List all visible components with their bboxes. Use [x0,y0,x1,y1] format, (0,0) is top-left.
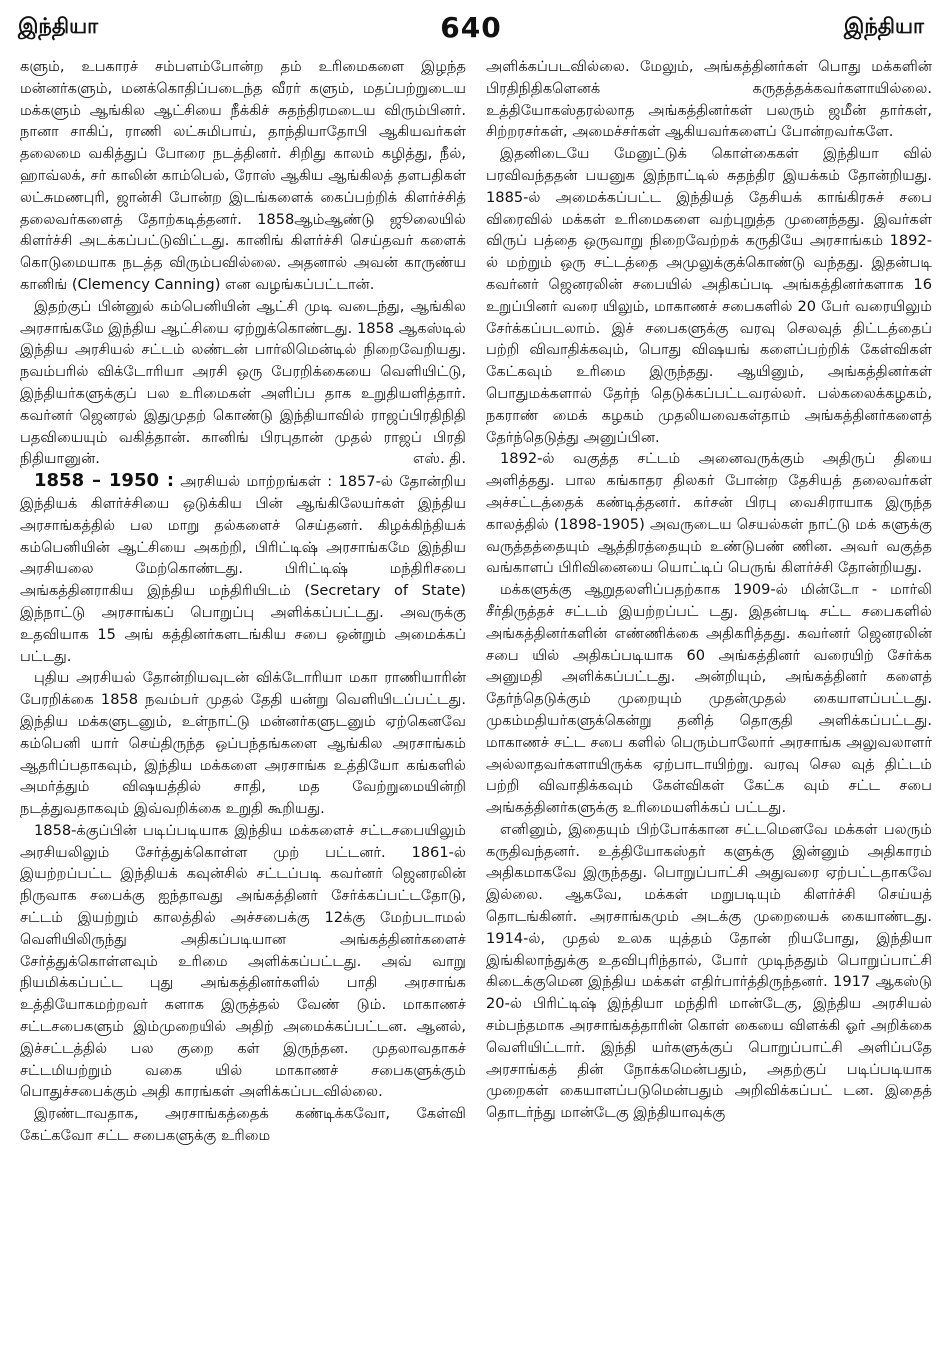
paragraph [20,296,466,470]
paragraph-text: அரசியல் மாற்றங்கள் : 1857-ல் தோன்றிய இந்தியக் கிளர்ச்சியை ஒடுக்கிய பின் ஆங்கிலேயர்கள் இந்திய அரசாங்கத்தில் பல மாறு தல்களைச் செய்தனர். கிழக்கிந்தியக் கம்பெனியின் ஆட்சியை அகற்றி, பிரிட்டிஷ் அரசாங்கமே இந்திய அரசியலை மேற்கொண்டது. பிரிட்டிஷ் மந்திரிசபை அங்கத்தினராகிய இந்திய மந்திரியிடம் (Secretary of State) இந்நாட்டு அரசாங்கப் பொறுப்பு அளிக்கப்பட்டது. அவருக்கு உதவியாக 15 அங் கத்தினர்களடங்கிய சபை ஒன்றும் அமைக்கப் பட்டது. [20,473,466,665]
paragraph: எனினும், இதையும் பிற்போக்கான சட்டமெனவே மக்கள் பலரும் கருதிவந்தனர். உத்தியோகஸ்தர் களுக்கு இன்னும் அதிகாரம் அதிகமாகவே இருந்தது. பொறுப்பாட்சி அதுவரை ஏற்பட்டதாகவே இல்லை. ஆகவே, மக்கள் மறுபடியும் கிளர்ச்சி செய்யத் தொடங்கினர். அரசாங்கமும் அடக்கு முறையைக் கையாண்டது. 1914-ல், முதல் உலக யுத்தம் தோன் றியபோது, இந்தியா இங்கிலாந்துக்கு உதவிபுரிந்தால், போர் முடிந்ததும் பொறுப்பாட்சி கிடைக்குமென இந்திய மக்கள் எதிர்பார்த்திருந்தனர். 1917 ஆகஸ்டு 20-ல் பிரிட்டிஷ் இந்தியா மந்திரி மான்டேகு, இந்திய அரசியல் சம்பந்தமாக அரசாங்கத்தாரின் கொள் கையை விளக்கி ஓர் அறிக்கை வெளியிட்டார். இந்தி யர்களுக்குப் பொறுப்பாட்சி அளிப்பதே அரசாங்கத் தின் நோக்கமென்பதும், அதற்குப் படிப்படியாக முறைகள் கையாளப்படுமென்பதும் அறிவிக்கப்பட் டன. இதைத் தொடர்ந்து மான்டேகு இந்தியாவுக்கு [486,820,932,1122]
paragraph: இதனிடையே மேனுட்டுக் கொள்கைகள் இந்தியா வில் பரவிவந்ததன் பயனுக இந்நாட்டில் சுதந்திர இயக்கம் தோன்றியது. 1885-ல் அமைக்கப்பட்ட இந்தியத் தேசியக் காங்கிரசுச் சபை விரைவில் மக்கள் உரிமைகளை வற்புறுத்த முனைந்தது. இவர்கள் விருப் பத்தை ஒருவாறு நிறைவேற்றக் கருதியே அரசாங்கம் 1892-ல் மற்றும் ஒரு சட்டத்தை அமுலுக்குக்கொண்டு வந்தது. இதன்படி கவர்னர் ஜெனரலின் சபையில் அதிகப்படி அங்கத்தினர்களாக 16 உறுப்பினர் வரை யிலும், மாகாணச் சபைகளில் 20 பேர் வரையிலும் சேர்க்கப்படலாம். இச் சபைகளுக்கு வரவு செலவுத் திட்டத்தைப் பற்றி விவாதிக்கவும், பொது விஷயங் களைப்பற்றிக் கேள்விகள் கேட்கவும் உரிமை இருந்தது. ஆயினும், அங்கத்தினர்கள் பொதுமக்களால் தேர்ந் தெடுக்கப்பட்டவரல்லர். பல்கலைக்கழகம், நகராண் மைக் கழகம் முதலியவைகள்தாம் அங்கத்தினர்களைத் தேர்ந்தெடுத்து அனுப்பின. [486,145,932,446]
author-initials: எஸ். தி. [413,450,466,468]
paragraph: களும், உபகாரச் சம்பளம்போன்ற தம் உரிமைகளை இழந்த மன்னர்களும், மனக்கொதிப்படைந்த வீரர் களும், மதப்பற்றுடைய மக்களும் ஆங்கில ஆட்சியை நீக்கிச் சுதந்திரமடைய விரும்பினர். நானா சாகிப், ராணி லட்சுமிபாய், தாந்தியாதோபி ஆகியவர்கள் தலைமை வகித்துப் போரை நடத்தினர். சிறிது காலம் கழித்து, நீல், ஹாவ்லக், சர் காலின் காம்பெல், ரோஸ் ஆகிய ஆங்கிலத் தளபதிகள் லட்சுமணபுரி, ஜான்சி போன்ற இடங்களைக் கைப்பற்றிக் கிளர்ச்சித் தலைவர்களைத் தோற்கடித்தனர். 1858ஆம்ஆண்டு ஜூலையில் கிளர்ச்சி அடக்கப்பட்டுவிட்டது. கானிங் கிளர்ச்சி செய்தவர் களைக் கொடுமையாக நடத்த விரும்பவில்லை. அதனால் அவன் காருண்ய கானிங் (Clemency Canning) என வழங்கப்பட்டான். [20,58,466,293]
paragraph: புதிய அரசியல் தோன்றியவுடன் விக்டோரியா மகா ராணியாரின் பேரறிக்கை 1858 நவம்பர் முதல் தேதி யன்று வெளியிடப்பட்டது. இந்திய மக்களுடனும், உள்நாட்டு மன்னர்களுடனும் ஏற்கெனவே கம்பெனி யார் செய்திருந்த ஒப்பந்தங்களை ஆங்கில அரசாங்கம் ஆதரிப்பதாகவும், இந்திய மக்களை அரசாங்க உத்தியோ கங்களில் அமர்த்தும் விஷயத்தில் சாதி, மத வேற்றுமையின்றி நடத்துவதாகவும் இவ்வறிக்கை உறுதி கூறியது. [20,669,466,818]
paragraph: 1858-க்குப்பின் படிப்படியாக இந்திய மக்களைச் சட்டசபையிலும் அரசியலிலும் சேர்த்துக்கொள்ள முற் பட்டனர். 1861-ல் இயற்றப்பட்ட இந்தியக் கவுன்சில் சட்டப்படி கவர்னர் ஜெனரலின் நிருவாக சபைக்கு ஐந்தாவது அங்கத்தினர் சேர்க்கப்பட்டதோடு, சட்டம் இயற்றும் காலத்தில் அச்சபைக்கு 12க்கு மேற்படாமல் வெளியிலிருந்து அதிகப்படியான அங்கத்தினர்களைச் சேர்த்துக்கொள்ளவும் உரிமை அளிக்கப்பட்டது. அவ் வாறு நியமிக்கப்பட்ட புது அங்கத்தினர்களில் பாதி அரசாங்க உத்தியோகமற்றவர் களாக இருத்தல் வேண் டும். மாகாணச் சட்டசபைகளும் இம்முறையில் அதிற் அமைக்கப்பட்டன. ஆனல், இச்சட்டத்தில் பல குறை கள் இருந்தன. முதலாவதாகச் சட்டமியற்றும் வகை யில் மாகாணச் சபைகளுக்கும் பொதுச்சபைக்கும் அதி காரங்கள் அளிக்கப்படவில்லை. [20,821,466,1101]
paragraph: 1892-ல் வகுத்த சட்டம் அனைவருக்கும் அதிருப் தியை அளித்தது. பால கங்காதர திலகர் போன்ற தேசியத் தலைவர்கள் அச்சட்டத்தைக் கண்டித்தனர். கர்சன் பிரபு வைசிராயாக இருந்த காலத்தில் (1898-1905) அவருடைய செயல்கள் நாட்டு மக் களுக்கு வருத்தத்தையும் ஆத்திரத்தையும் உண்டுபண் ணின. அவர் வகுத்த வங்காளப் பிரிவினையை யொட்டிப் பெருங் கிளர்ச்சி தோன்றியது. [486,450,932,577]
paragraph [20,470,466,667]
section-heading: 1858 – 1950 : [34,470,175,492]
paragraph: இரண்டாவதாக, அரசாங்கத்தைக் கண்டிக்கவோ, கேள்வி கேட்கவோ சட்ட சபைகளுக்கு உரிமை [20,1105,466,1145]
header-left-title: இந்தியா [18,13,99,38]
paragraph: மக்களுக்கு ஆறுதலளிப்பதற்காக 1909-ல் மின்டோ - மார்லி சீர்திருத்தச் சட்டம் இயற்றப்பட் டது. இதன்படி சட்ட சபைகளில் அங்கத்தினர்களின் எண்ணிக்கை அதிகரித்தது. கவர்னர் ஜெனரலின் சபை யில் அதிகப்படியாக 60 அங்கத்தினர் வரையிற் சேர்க்க அனுமதி அளிக்கப்பட்டது. அன்றியும், அங்கத்தினர் களைத் தேர்ந்தெடுக்கும் முறையும் முதன்முதல் கையாளப்பட்டது. முகம்மதியர்களுக்கென்று தனித் தொகுதி அளிக்கப்பட்டது. மாகாணச் சட்ட சபை களில் பெரும்பாலோர் அரசாங்க அலுவலாளர் அல்லாதவர்களாயிருக்க ஏற்பாடாயிற்று. வரவு செல வுத் திட்டம் பற்றி விவாதிக்கவும் கேள்விகள் கேட்க வும் சட்ட சபை அங்கத்தினர்களுக்கு உரிமையளிக்கப் பட்டது. [486,581,932,817]
header-right-title: இந்தியா [843,13,924,38]
paragraph-text: இதற்குப் பின்னுல் கம்பெனியின் ஆட்சி முடி வடைந்து, ஆங்கில அரசாங்கமே இந்திய ஆட்சியை ஏற்றுக்கொண்டது. 1858 ஆகஸ்டில் இந்திய அரசியல் சட்டம் லண்டன் பார்லிமென்டில் நிறைவேறியது. நவம்பரில் விக்டோரியா அரசி ஒரு பேரறிக்கையை வெளியிட்டு, இந்தியர்களுக்குப் பல உரிமைகள் அளிப்ப தாக உறுதியளித்தார். கவர்னர் ஜெனரல் இதுமுதற் கொண்டு இந்தியாவில் ராஜப்பிரதிநிதி பதவியையும் வகித்தான். கானிங் பிரபுதான் முதல் ராஜப் பிரதி நிதியானுன். [20,297,466,468]
left-column [20,56,466,1357]
page-number: 640 [440,10,502,44]
paragraph: அளிக்கப்படவில்லை. மேலும், அங்கத்தினர்கள் பொது மக்களின் பிரதிநிதிகளெனக் கருதத்தக்கவர்களாயில்லை. உத்தியோகஸ்தரல்லாத அங்கத்தினர்கள் பலரும் ஜமீன் தார்கள், சிற்றரசர்கள், அமைச்சர்கள் ஆகியவர்களைப் போன்றவர்களே. [486,58,932,141]
right-column [486,56,932,1357]
page-header [18,4,924,50]
